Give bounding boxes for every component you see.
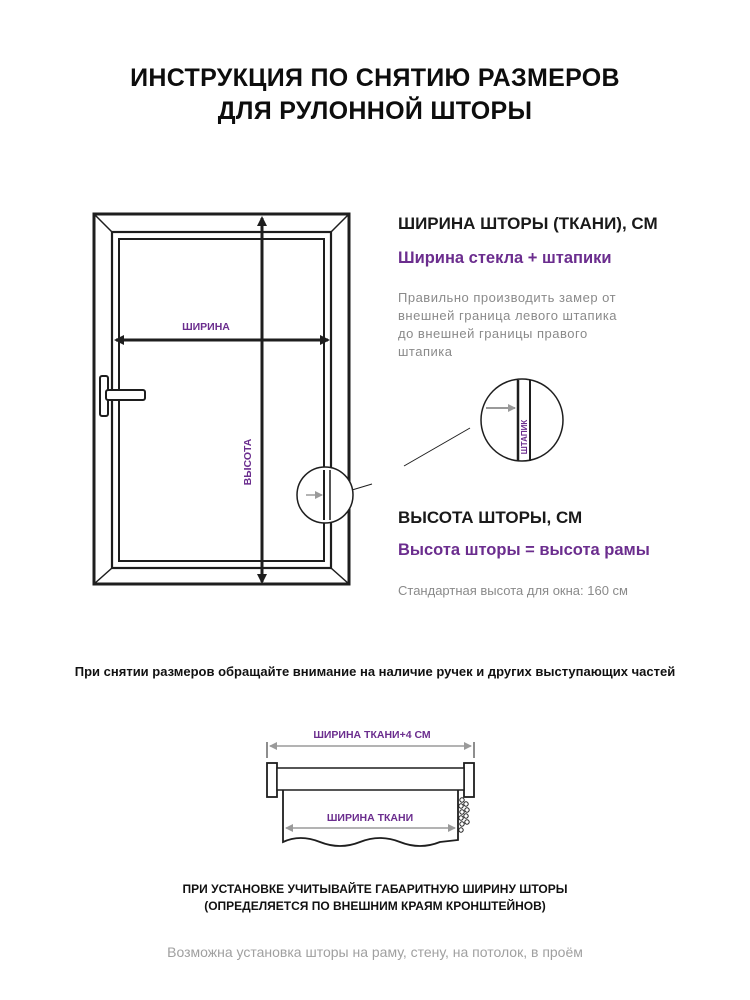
width-description-line-2: внешней граница левого штапика xyxy=(398,308,618,323)
detail-marker xyxy=(297,467,353,523)
width-formula: Ширина стекла + штапики xyxy=(398,249,612,267)
height-note: Стандартная высота для окна: 160 см xyxy=(398,583,628,598)
install-note xyxy=(0,881,750,915)
footer-text: Возможна установка шторы на раму, стену, на потолок, в проём xyxy=(167,944,583,960)
width-description-line-3: до внешней границы правого xyxy=(398,326,588,341)
width-label: ШИРИНА xyxy=(182,321,230,333)
bead-label: ШТАПИК xyxy=(520,419,529,455)
bead-zoom-detail xyxy=(481,379,563,461)
fabric-width-label: ШИРИНА ТКАНИ xyxy=(326,812,414,824)
width-description xyxy=(398,289,668,361)
chain-icon xyxy=(459,798,469,832)
width-description-line-4: штапика xyxy=(398,344,453,359)
right-bracket xyxy=(464,763,474,797)
left-bracket xyxy=(267,763,277,797)
install-note-line-2: (ОПРЕДЕЛЯЕТСЯ ПО ВНЕШНИМ КРАЯМ КРОНШТЕЙНОВ) xyxy=(204,899,546,913)
title-line-2: ДЛЯ РУЛОННОЙ ШТОРЫ xyxy=(217,97,533,125)
notice-text: При снятии размеров обращайте внимание на наличие ручек и других выступающих частей xyxy=(74,664,676,679)
overall-width-label: ШИРИНА ТКАНИ+4 СМ xyxy=(313,729,431,741)
height-heading: ВЫСОТА ШТОРЫ, СМ xyxy=(398,508,583,527)
roller-blind-diagram xyxy=(267,729,474,846)
title-line-1: ИНСТРУКЦИЯ ПО СНЯТИЮ РАЗМЕРОВ xyxy=(130,64,620,92)
width-heading: ШИРИНА ШТОРЫ (ТКАНИ), СМ xyxy=(398,214,658,233)
window-glass-frame xyxy=(119,239,324,561)
height-formula: Высота шторы = высота рамы xyxy=(398,541,650,559)
roller-tube xyxy=(277,768,464,790)
height-label: ВЫСОТА xyxy=(242,438,254,486)
window-handle-icon xyxy=(100,376,145,416)
width-description-line-1: Правильно производить замер от xyxy=(398,290,617,305)
install-note-line-1: ПРИ УСТАНОВКЕ УЧИТЫВАЙТЕ ГАБАРИТНУЮ ШИРИНУ ШТОРЫ xyxy=(182,882,568,896)
